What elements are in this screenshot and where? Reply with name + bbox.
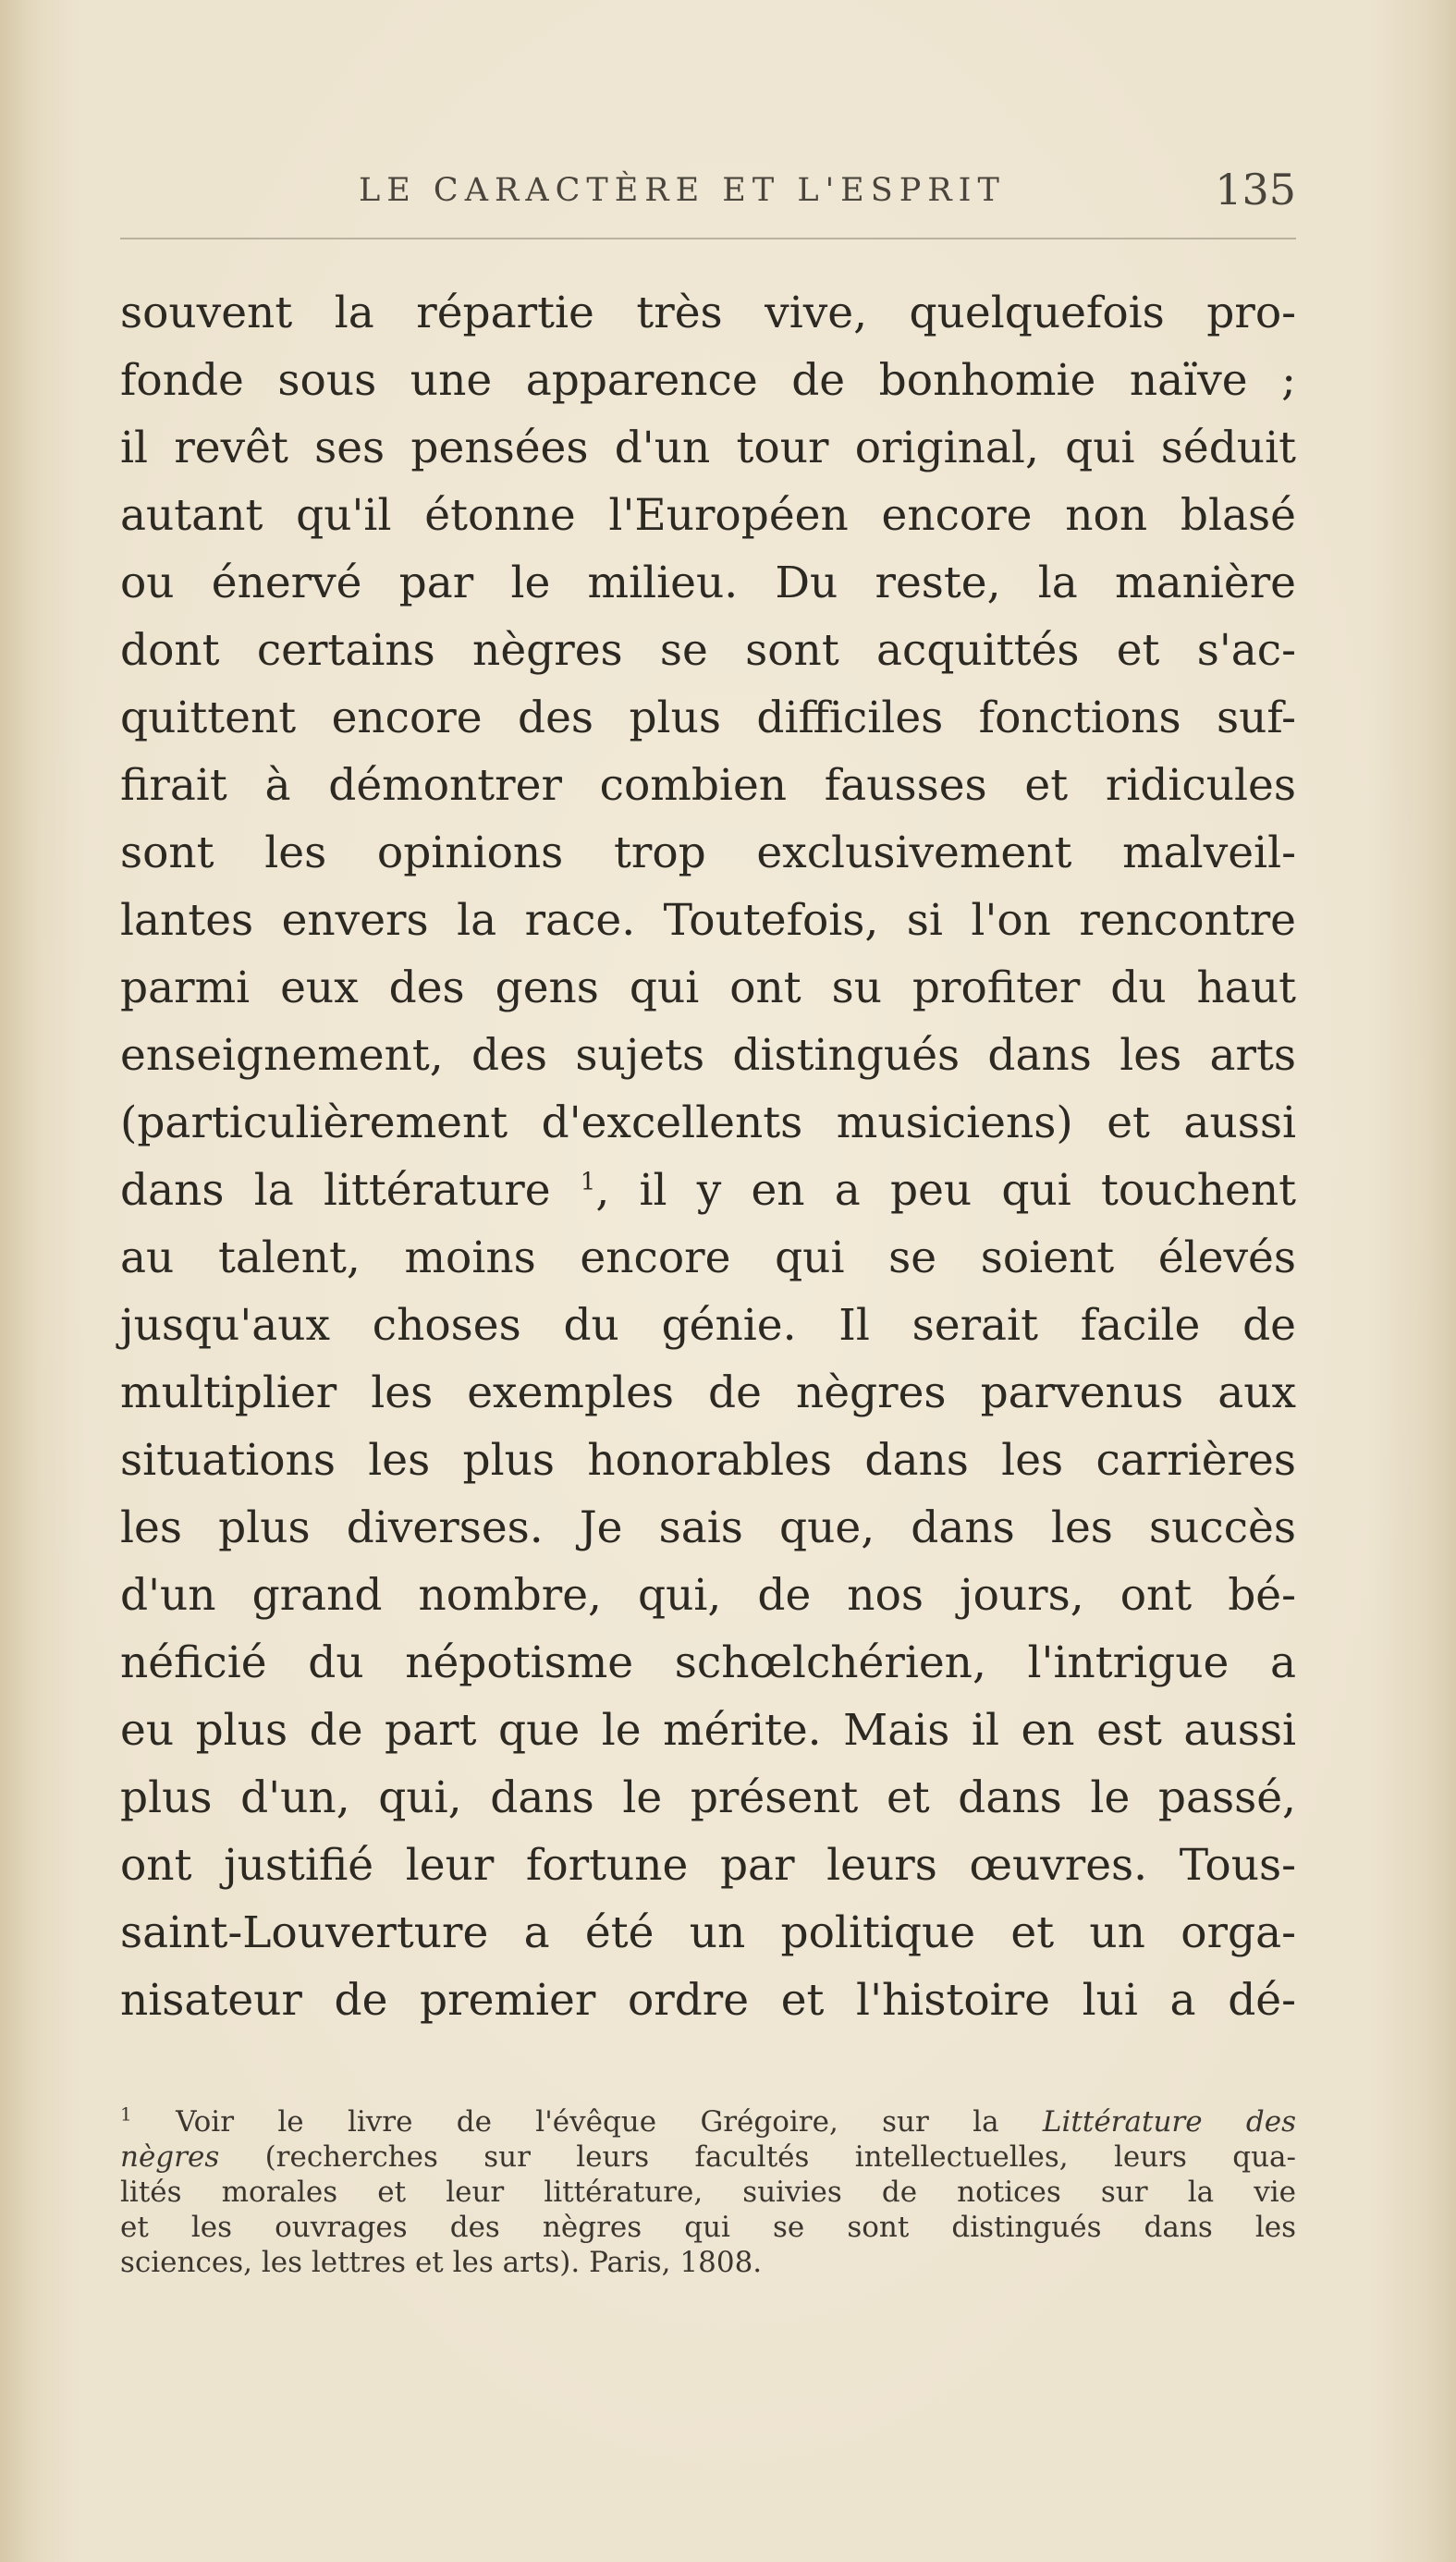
text-line: firait à démontrer combien fausses et ridicules: [120, 760, 1296, 811]
text-line: plus d'un, qui, dans le présent et dans le passé,: [120, 1772, 1296, 1823]
text-line: multiplier les exemples de nègres parvenus aux: [120, 1367, 1296, 1418]
text-line: néficié du népotisme schœlchérien, l'intrigue a: [120, 1637, 1296, 1688]
text-line: autant qu'il étonne l'Européen encore non blasé: [120, 490, 1296, 541]
text-line: ont justifié leur fortune par leurs œuvres. Tous-: [120, 1840, 1296, 1891]
text-line: d'un grand nombre, qui, de nos jours, ont bé-: [120, 1570, 1296, 1621]
book-title-italic: Littérature des: [1042, 2105, 1297, 2139]
footnote-line: et les ouvrages des nègres qui se sont distingués dans les: [120, 2211, 1296, 2244]
text-line: lantes envers la race. Toutefois, si l'on rencontre: [120, 895, 1296, 946]
text-line: saint-Louverture a été un politique et un orga-: [120, 1907, 1296, 1958]
footnote-text: Voir le livre de l'évêque Grégoire, sur la: [176, 2105, 999, 2139]
header-rule: [120, 238, 1296, 239]
text-line: fonde sous une apparence de bonhomie naïve ;: [120, 355, 1296, 406]
text-line: jusqu'aux choses du génie. Il serait facile de: [120, 1300, 1296, 1351]
footnote-line: [120, 2104, 1296, 2139]
page-number: 135: [1215, 165, 1296, 215]
text-line: les plus diverses. Je sais que, dans les succès: [120, 1502, 1296, 1553]
text-line: situations les plus honorables dans les carrières: [120, 1435, 1296, 1486]
footnote-text: (recherches sur leurs facultés intellectuelles, leurs qua-: [264, 2140, 1297, 2174]
footnote-line: sciences, les lettres et les arts). Paris, 1808.: [120, 2246, 763, 2279]
body-text: [120, 279, 1296, 2034]
text-line: enseignement, des sujets distingués dans les arts: [120, 1030, 1296, 1081]
text-segment: dans la littérature: [120, 1165, 551, 1216]
text-line: sont les opinions trop exclusivement malveil-: [120, 827, 1296, 878]
text-line: parmi eux des gens qui ont su profiter du haut: [120, 962, 1296, 1013]
text-line: il revêt ses pensées d'un tour original, qui séduit: [120, 423, 1296, 473]
footnote: [120, 2104, 1296, 2280]
text-line-with-footnote-ref: [120, 1157, 1296, 1224]
text-line: eu plus de part que le mérite. Mais il en est aussi: [120, 1705, 1296, 1756]
text-segment: , il y en a peu qui touchent: [595, 1165, 1296, 1216]
text-line: quittent encore des plus difficiles fonctions suf-: [120, 693, 1296, 743]
footnote-mark: 1: [120, 2102, 132, 2126]
footnote-reference[interactable]: 1: [580, 1168, 596, 1196]
book-title-italic: nègres: [120, 2140, 220, 2174]
running-title: LE CARACTÈRE ET L'ESPRIT: [359, 172, 1006, 209]
footnote-line: lités morales et leur littérature, suivies de notices sur la vie: [120, 2176, 1296, 2209]
text-line: (particulièrement d'excellents musiciens) et aussi: [120, 1097, 1296, 1148]
text-line: ou énervé par le milieu. Du reste, la manière: [120, 558, 1296, 608]
text-line: dont certains nègres se sont acquittés et s'ac-: [120, 625, 1296, 676]
text-line: nisateur de premier ordre et l'histoire lui a dé-: [120, 1975, 1296, 2026]
footnote-line: [120, 2139, 1296, 2175]
text-line: au talent, moins encore qui se soient élevés: [120, 1232, 1296, 1283]
text-line: souvent la répartie très vive, quelquefois pro-: [120, 288, 1296, 338]
page-header: [120, 165, 1296, 224]
